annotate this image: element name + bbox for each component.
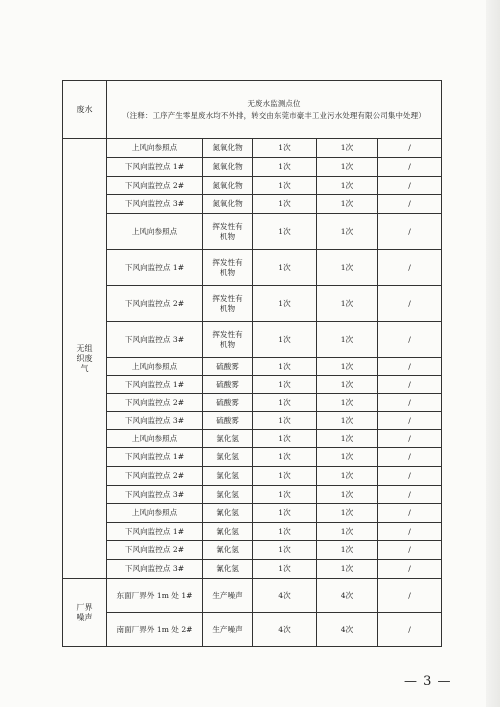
frequency-cell: 1次 <box>317 412 378 430</box>
frequency-cell: 1次 <box>317 541 378 560</box>
frequency-cell: 4次 <box>317 613 378 647</box>
frequency-cell: 1次 <box>317 195 378 214</box>
noise-category-cell: 厂界噪声 <box>63 579 107 647</box>
monitoring-item-cell: 挥发性有机物 <box>203 250 253 286</box>
monitoring-point-cell: 下风向监控点 1# <box>107 158 203 177</box>
monitoring-point-cell: 下风向监控点 3# <box>107 195 203 214</box>
table-row <box>63 486 442 504</box>
monitoring-item-cell: 生产噪声 <box>203 579 253 613</box>
table-row <box>63 523 442 541</box>
remark-cell: / <box>378 579 442 613</box>
monitoring-item-cell: 挥发性有机物 <box>203 214 253 250</box>
table-row <box>63 286 442 322</box>
monitoring-item-cell: 氮氧化物 <box>203 177 253 195</box>
remark-cell: / <box>378 286 442 322</box>
remark-cell: / <box>378 195 442 214</box>
frequency-cell: 1次 <box>253 412 317 430</box>
monitoring-point-cell: 下风向监控点 1# <box>107 376 203 394</box>
frequency-cell: 1次 <box>253 541 317 560</box>
frequency-cell: 1次 <box>253 467 317 486</box>
table-row <box>63 139 442 158</box>
frequency-cell: 1次 <box>253 394 317 412</box>
monitoring-item-cell: 氯化氢 <box>203 448 253 467</box>
table-row <box>63 467 442 486</box>
remark-cell: / <box>378 523 442 541</box>
monitoring-item-cell: 氰化氢 <box>203 504 253 523</box>
frequency-cell: 1次 <box>253 195 317 214</box>
monitoring-point-cell: 下风向监控点 1# <box>107 250 203 286</box>
frequency-cell: 1次 <box>253 504 317 523</box>
frequency-cell: 1次 <box>317 504 378 523</box>
monitoring-item-cell: 氯化氢 <box>203 430 253 448</box>
wastewater-title: 无废水监测点位 <box>247 99 301 109</box>
remark-cell: / <box>378 430 442 448</box>
monitoring-point-cell: 下风向监控点 2# <box>107 286 203 322</box>
monitoring-item-cell: 硫酸雾 <box>203 394 253 412</box>
remark-cell: / <box>378 177 442 195</box>
table-row <box>63 430 442 448</box>
monitoring-point-cell: 下风向监控点 3# <box>107 322 203 358</box>
monitoring-point-cell: 下风向监控点 3# <box>107 412 203 430</box>
remark-cell: / <box>378 394 442 412</box>
page-number: — 3 — <box>404 674 452 689</box>
remark-cell: / <box>378 214 442 250</box>
frequency-cell: 1次 <box>253 286 317 322</box>
wastewater-description-cell <box>107 81 442 139</box>
air-category-cell: 无组织废气 <box>63 139 107 579</box>
remark-cell: / <box>378 412 442 430</box>
frequency-cell: 1次 <box>317 158 378 177</box>
monitoring-item-cell: 氰化氢 <box>203 523 253 541</box>
frequency-cell: 1次 <box>317 523 378 541</box>
remark-cell: / <box>378 467 442 486</box>
monitoring-item-cell: 氰化氢 <box>203 560 253 579</box>
monitoring-point-cell: 南面厂界外 1m 处 2# <box>107 613 203 647</box>
table-row <box>63 541 442 560</box>
table-row <box>63 158 442 177</box>
frequency-cell: 1次 <box>253 214 317 250</box>
frequency-cell: 1次 <box>317 376 378 394</box>
monitoring-item-cell: 硫酸雾 <box>203 376 253 394</box>
page-edge-shadow <box>486 0 500 707</box>
table-row <box>63 322 442 358</box>
remark-cell: / <box>378 358 442 376</box>
frequency-cell: 1次 <box>317 139 378 158</box>
frequency-cell: 1次 <box>317 250 378 286</box>
monitoring-item-cell: 挥发性有机物 <box>203 322 253 358</box>
table-row <box>63 448 442 467</box>
frequency-cell: 1次 <box>317 358 378 376</box>
frequency-cell: 4次 <box>253 579 317 613</box>
monitoring-item-cell: 挥发性有机物 <box>203 286 253 322</box>
monitoring-point-cell: 东面厂界外 1m 处 1# <box>107 579 203 613</box>
frequency-cell: 1次 <box>253 322 317 358</box>
frequency-cell: 1次 <box>317 560 378 579</box>
frequency-cell: 1次 <box>317 394 378 412</box>
table-row <box>63 579 442 613</box>
remark-cell: / <box>378 322 442 358</box>
monitoring-table <box>62 80 442 647</box>
monitoring-point-cell: 上风向参照点 <box>107 214 203 250</box>
table-row <box>63 177 442 195</box>
frequency-cell: 1次 <box>317 467 378 486</box>
frequency-cell: 1次 <box>253 158 317 177</box>
monitoring-item-cell: 氮氧化物 <box>203 195 253 214</box>
remark-cell: / <box>378 139 442 158</box>
frequency-cell: 1次 <box>253 358 317 376</box>
monitoring-point-cell: 上风向参照点 <box>107 430 203 448</box>
frequency-cell: 1次 <box>317 322 378 358</box>
remark-cell: / <box>378 448 442 467</box>
frequency-cell: 1次 <box>253 560 317 579</box>
frequency-cell: 1次 <box>317 486 378 504</box>
frequency-cell: 1次 <box>317 448 378 467</box>
table-row <box>63 504 442 523</box>
remark-cell: / <box>378 560 442 579</box>
monitoring-item-cell: 氰化氢 <box>203 541 253 560</box>
monitoring-point-cell: 上风向参照点 <box>107 504 203 523</box>
remark-cell: / <box>378 504 442 523</box>
monitoring-item-cell: 硫酸雾 <box>203 412 253 430</box>
table-row <box>63 358 442 376</box>
monitoring-item-cell: 氯化氢 <box>203 467 253 486</box>
monitoring-point-cell: 上风向参照点 <box>107 139 203 158</box>
table-row <box>63 613 442 647</box>
remark-cell: / <box>378 613 442 647</box>
monitoring-point-cell: 下风向监控点 3# <box>107 560 203 579</box>
remark-cell: / <box>378 541 442 560</box>
monitoring-point-cell: 下风向监控点 2# <box>107 177 203 195</box>
table-row <box>63 195 442 214</box>
frequency-cell: 1次 <box>253 139 317 158</box>
frequency-cell: 1次 <box>253 430 317 448</box>
frequency-cell: 4次 <box>253 613 317 647</box>
frequency-cell: 4次 <box>317 579 378 613</box>
monitoring-point-cell: 下风向监控点 1# <box>107 448 203 467</box>
table-row <box>63 412 442 430</box>
monitoring-item-cell: 硫酸雾 <box>203 358 253 376</box>
frequency-cell: 1次 <box>253 448 317 467</box>
monitoring-item-cell: 氯化氢 <box>203 486 253 504</box>
table-row <box>63 560 442 579</box>
monitoring-item-cell: 氮氧化物 <box>203 158 253 177</box>
table-row <box>63 214 442 250</box>
table-row <box>63 250 442 286</box>
remark-cell: / <box>378 376 442 394</box>
monitoring-point-cell: 下风向监控点 1# <box>107 523 203 541</box>
monitoring-point-cell: 上风向参照点 <box>107 358 203 376</box>
monitoring-point-cell: 下风向监控点 2# <box>107 394 203 412</box>
table-row <box>63 376 442 394</box>
frequency-cell: 1次 <box>317 214 378 250</box>
frequency-cell: 1次 <box>317 177 378 195</box>
frequency-cell: 1次 <box>317 430 378 448</box>
frequency-cell: 1次 <box>253 486 317 504</box>
frequency-cell: 1次 <box>253 523 317 541</box>
wastewater-category-cell: 废水 <box>63 81 107 139</box>
frequency-cell: 1次 <box>253 177 317 195</box>
wastewater-row <box>63 81 442 139</box>
wastewater-note: （注释：工序产生零星废水均不外排，转交由东莞市豪丰工业污水处理有限公司集中处理） <box>122 110 426 120</box>
table-row <box>63 394 442 412</box>
monitoring-point-cell: 下风向监控点 2# <box>107 467 203 486</box>
remark-cell: / <box>378 250 442 286</box>
monitoring-item-cell: 氮氧化物 <box>203 139 253 158</box>
monitoring-item-cell: 生产噪声 <box>203 613 253 647</box>
frequency-cell: 1次 <box>253 250 317 286</box>
remark-cell: / <box>378 158 442 177</box>
frequency-cell: 1次 <box>317 286 378 322</box>
remark-cell: / <box>378 486 442 504</box>
monitoring-point-cell: 下风向监控点 3# <box>107 486 203 504</box>
frequency-cell: 1次 <box>253 376 317 394</box>
monitoring-point-cell: 下风向监控点 2# <box>107 541 203 560</box>
